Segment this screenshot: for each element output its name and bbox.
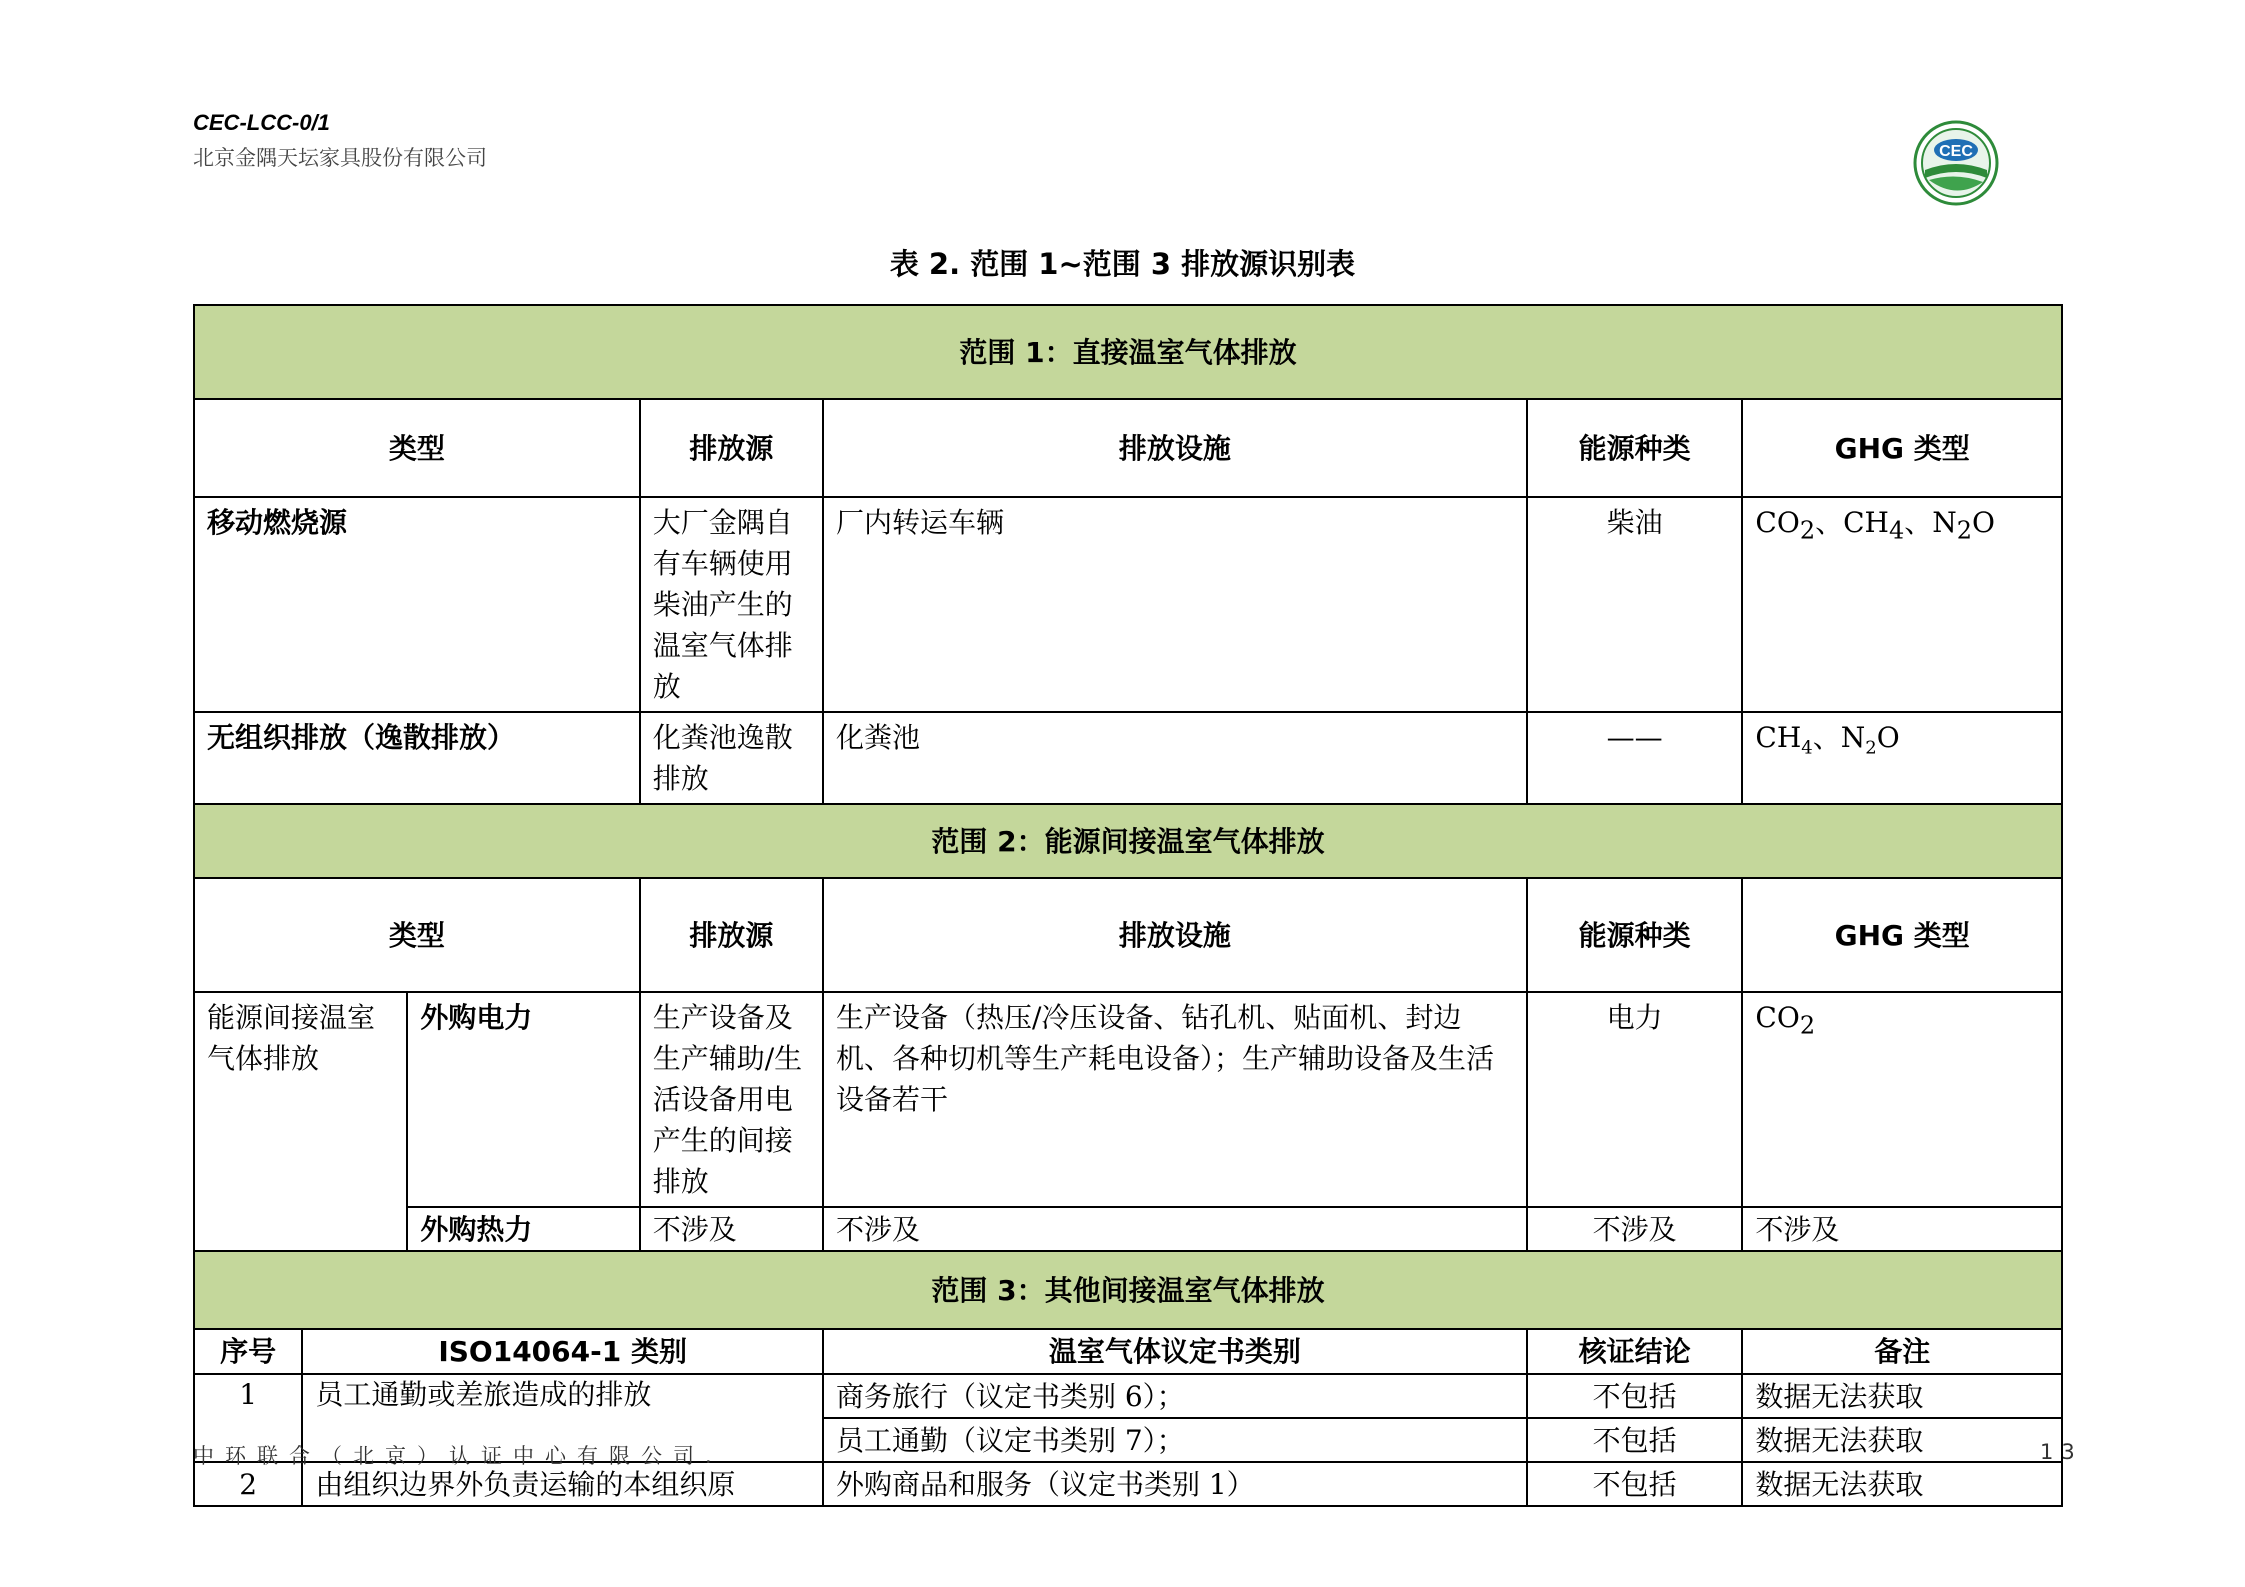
- scope1-row2-source: 化粪池逸散排放: [640, 712, 823, 804]
- scope2-header-type: 类型: [194, 878, 640, 992]
- scope2-band: 范围 2：能源间接温室气体排放: [194, 804, 2062, 878]
- scope2-header-energy: 能源种类: [1527, 878, 1743, 992]
- scope3-row1-iso: 员工通勤或差旅造成的排放: [302, 1374, 823, 1462]
- scope3-row1-conclusion: 不包括: [1527, 1374, 1743, 1418]
- scope1-row1-facility: 厂内转运车辆: [823, 497, 1527, 712]
- scope1-row2-ghg: $CH_4$、$N_2O$: [1742, 712, 2062, 804]
- scope2-header-ghg: GHG 类型: [1742, 878, 2062, 992]
- scope1-header-facility: 排放设施: [823, 399, 1527, 497]
- scope1-header-energy: 能源种类: [1527, 399, 1743, 497]
- cec-logo-icon: [1913, 120, 1999, 206]
- emission-source-table: [193, 304, 2063, 1507]
- scope3-header-conclusion: 核证结论: [1527, 1329, 1743, 1374]
- table-title: 表 2. 范围 1~范围 3 排放源识别表: [889, 247, 1356, 281]
- scope3-header-note: 备注: [1742, 1329, 2062, 1374]
- scope1-row1-ghg: $CO_2$、$CH_4$、$N_2O$: [1742, 497, 2062, 712]
- scope2-header-source: 排放源: [640, 878, 823, 992]
- scope1-row2-energy: ——: [1527, 712, 1743, 804]
- scope2-row2-energy: 不涉及: [1527, 1207, 1743, 1251]
- scope1-band: 范围 1：直接温室气体排放: [194, 305, 2062, 399]
- scope2-row1-source: 生产设备及生产辅助/生活设备用电产生的间接排放: [640, 992, 823, 1207]
- scope3-header-iso: ISO14064-1 类别: [302, 1329, 823, 1374]
- scope2-row2-subtype: 外购热力: [407, 1207, 639, 1251]
- scope1-row2-facility: 化粪池: [823, 712, 1527, 804]
- scope3-row3-iso: 由组织边界外负责运输的本组织原: [302, 1462, 823, 1506]
- scope3-row3-note: 数据无法获取: [1742, 1462, 2062, 1506]
- scope3-row2-protocol: 员工通勤（议定书类别 7）；: [823, 1418, 1527, 1462]
- scope3-header-protocol: 温室气体议定书类别: [823, 1329, 1527, 1374]
- scope1-row2-type: 无组织排放（逸散排放）: [194, 712, 640, 804]
- scope1-header-source: 排放源: [640, 399, 823, 497]
- scope3-row2-note: 数据无法获取: [1742, 1418, 2062, 1462]
- table-row: [194, 712, 2062, 804]
- scope2-row1-ghg: $CO_2$: [1742, 992, 2062, 1207]
- company-name: 北京金隅天坛家具股份有限公司: [193, 146, 487, 170]
- table-row: [194, 1207, 2062, 1251]
- scope2-row1-energy: 电力: [1527, 992, 1743, 1207]
- logo-text: CEC: [1939, 143, 1973, 160]
- scope3-row3-protocol: 外购商品和服务（议定书类别 1）: [823, 1462, 1527, 1506]
- scope1-header-type: 类型: [194, 399, 640, 497]
- table-row: [194, 497, 2062, 712]
- scope3-row3-no: 2: [194, 1462, 302, 1506]
- scope2-group-type: 能源间接温室气体排放: [194, 992, 407, 1251]
- scope2-row1-subtype: 外购电力: [407, 992, 639, 1207]
- scope2-row2-ghg: 不涉及: [1742, 1207, 2062, 1251]
- scope1-header-ghg: GHG 类型: [1742, 399, 2062, 497]
- scope2-row2-source: 不涉及: [640, 1207, 823, 1251]
- scope3-row1-no: 1: [194, 1374, 302, 1462]
- scope2-header-facility: 排放设施: [823, 878, 1527, 992]
- document-code: CEC-LCC-0/1: [193, 110, 330, 135]
- scope3-row3-conclusion: 不包括: [1527, 1462, 1743, 1506]
- scope2-row2-facility: 不涉及: [823, 1207, 1527, 1251]
- scope1-row1-energy: 柴油: [1527, 497, 1743, 712]
- footer-organization: 中环联合（北京）认证中心有限公司.: [193, 1444, 723, 1468]
- scope2-row1-facility: 生产设备（热压/冷压设备、钻孔机、贴面机、封边机、各种切机等生产耗电设备）；生产辅助设备及生活设备若干: [823, 992, 1527, 1207]
- scope3-header-no: 序号: [194, 1329, 302, 1374]
- page-number: 13: [2040, 1440, 2083, 1464]
- scope3-row1-protocol: 商务旅行（议定书类别 6）；: [823, 1374, 1527, 1418]
- scope3-band: 范围 3：其他间接温室气体排放: [194, 1251, 2062, 1329]
- scope1-row1-source: 大厂金隅自有车辆使用柴油产生的温室气体排放: [640, 497, 823, 712]
- table-row: [194, 992, 2062, 1207]
- scope1-row1-type: 移动燃烧源: [194, 497, 640, 712]
- scope3-row1-note: 数据无法获取: [1742, 1374, 2062, 1418]
- scope3-row2-conclusion: 不包括: [1527, 1418, 1743, 1462]
- table-row: [194, 1374, 2062, 1418]
